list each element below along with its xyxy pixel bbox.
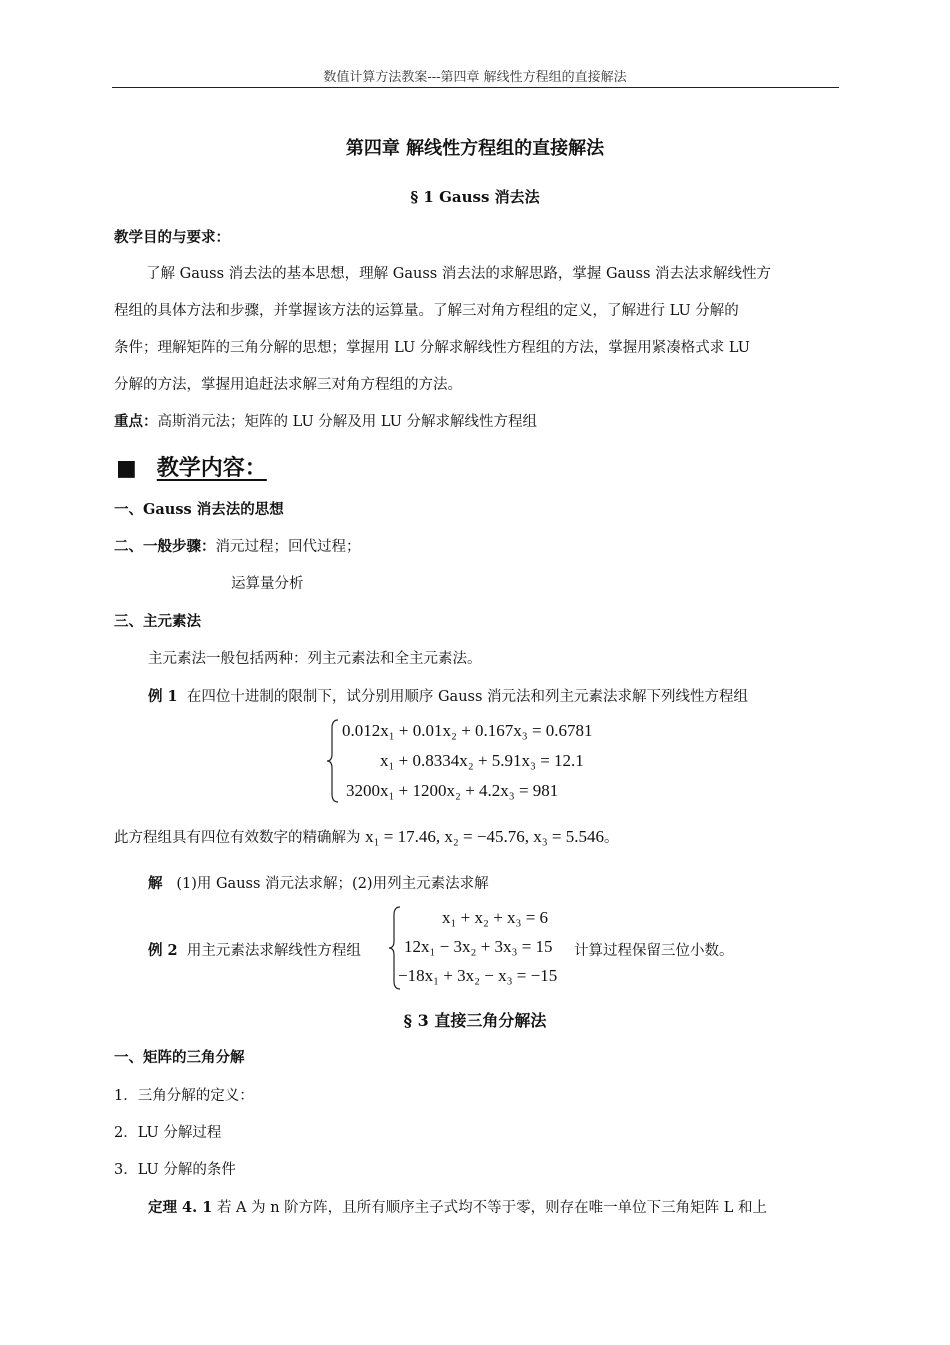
item2 <box>114 535 361 556</box>
theorem-text: 若 A 为 n 阶方阵，且所有顺序主子式均不等于零，则存在唯一单位下三角矩阵 L 和上 <box>216 1200 768 1216</box>
exact-solution-line <box>114 826 619 847</box>
example2 <box>148 939 361 960</box>
item2-sub: 运算量分析 <box>231 576 304 592</box>
theorem <box>148 1196 767 1217</box>
s3-list-3: 3．LU 分解的条件 <box>114 1162 236 1178</box>
header-rule <box>112 87 839 88</box>
item1: 一、Gauss 消去法的思想 <box>114 501 284 518</box>
item2-label: 二、一般步骤： <box>114 538 216 555</box>
section1-title: § 1 Gauss 消去法 <box>410 188 540 206</box>
square-bullet-icon: ■ <box>116 455 137 481</box>
item3: 三、主元素法 <box>114 613 201 630</box>
solution <box>148 872 489 893</box>
solution-text: (1)用 Gauss 消元法求解；(2)用列主元素法求解 <box>176 876 489 892</box>
system1-brace-icon <box>326 718 340 804</box>
s3-list-2: 2．LU 分解过程 <box>114 1125 222 1141</box>
exact-solution-end: 。 <box>604 830 619 846</box>
exact-solution-values: x₁ = 17.46, x₂ = −45.76, x₃ = 5.546 <box>365 827 604 846</box>
system1-eq-2: x₁ + 0.8334x₂ + 5.91x₃ = 12.1 <box>380 751 584 770</box>
objectives-line-4: 分解的方法，掌握用追赶法求解三对角方程组的方法。 <box>114 377 462 393</box>
system1-eq-3: 3200x₁ + 1200x₂ + 4.2x₃ = 981 <box>346 781 559 800</box>
item3-text: 主元素法一般包括两种：列主元素法和全主元素法。 <box>148 651 482 667</box>
objectives-line-2: 程组的具体方法和步骤，并掌握该方法的运算量。了解三对角方程组的定义，了解进行 LU 分解的 <box>114 303 739 319</box>
system1-eq-1: 0.012x₁ + 0.01x₂ + 0.167x₃ = 0.6781 <box>342 721 593 740</box>
objectives-line-1: 了解 Gauss 消去法的基本思想，理解 Gauss 消去法的求解思路，掌握 Gauss 消去法求解线性方 <box>146 266 771 282</box>
example2-text: 用主元素法求解线性方程组 <box>186 943 361 959</box>
example1-text: 在四位十进制的限制下，试分别用顺序 Gauss 消元法和列主元素法求解下列线性方程组 <box>186 689 749 705</box>
theorem-label: 定理 4. 1 <box>148 1199 213 1216</box>
objectives-line-3: 条件；理解矩阵的三角分解的思想；掌握用 LU 分解求解线性方程组的方法，掌握用紧凑格式求 LU <box>114 340 750 356</box>
solution-label: 解 <box>148 875 163 892</box>
objectives-label: 教学目的与要求： <box>114 229 230 246</box>
page-header: 数值计算方法教案---第四章 解线性方程组的直接解法 <box>323 70 627 85</box>
s3-item1: 一、矩阵的三角分解 <box>114 1049 245 1066</box>
example2-after: 计算过程保留三位小数。 <box>574 943 734 959</box>
example1-label: 例 1 <box>148 688 178 705</box>
example2-label: 例 2 <box>148 942 178 959</box>
system2-eq-3: −18x₁ + 3x₂ − x₃ = −15 <box>398 966 558 985</box>
chapter-title: 第四章 解线性方程组的直接解法 <box>345 138 605 159</box>
example1 <box>148 685 748 706</box>
key-points-label: 重点： <box>114 413 158 430</box>
item2-text: 消元过程；回代过程； <box>215 539 361 555</box>
section3-title: § 3 直接三角分解法 <box>403 1011 547 1030</box>
system2-eq-1: x₁ + x₂ + x₃ = 6 <box>442 908 549 927</box>
content-heading <box>116 451 267 482</box>
content-heading-text: 教学内容： <box>156 455 267 481</box>
s3-list-1: 1．三角分解的定义： <box>114 1088 254 1104</box>
system2-eq-2: 12x₁ − 3x₂ + 3x₃ = 15 <box>404 937 553 956</box>
key-points-text: 高斯消元法；矩阵的 LU 分解及用 LU 分解求解线性方程组 <box>157 414 538 430</box>
key-points <box>114 410 537 431</box>
exact-solution-text: 此方程组具有四位有效数字的精确解为 <box>114 830 361 846</box>
